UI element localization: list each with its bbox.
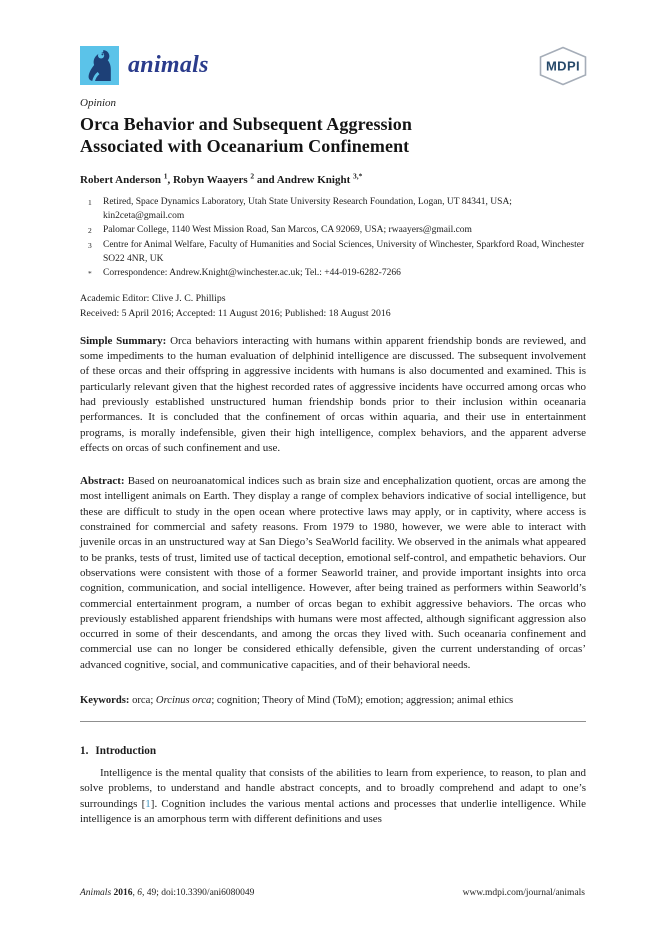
simple-summary-label: Simple Summary: xyxy=(80,334,167,347)
affiliation-text-3: Centre for Animal Welfare, Faculty of Humanities and Social Sciences, University of Winchester, Sparkford Road, Winchester SO22 4NR, UK xyxy=(103,239,585,264)
authors-line xyxy=(80,171,586,186)
correspondence-text: Correspondence: Andrew.Knight@winchester.ac.uk; Tel.: +44-019-6282-7266 xyxy=(103,268,401,279)
affiliation-row-3 xyxy=(80,238,586,266)
keywords-label: Keywords: xyxy=(80,695,130,707)
author-3-affiliation-sup: 3,* xyxy=(353,171,363,181)
author-1-name: Robert Anderson xyxy=(80,174,164,186)
abstract-text: Based on neuroanatomical indices such as brain size and encephalization quotient, orcas are among the most intelligent animals on Earth. They display a range of complex behaviors indicative of social intelligence, but these are difficult to study in the open ocean where protective laws may apply, or in captivity, where access is constrained for commercial and safety reasons. From 1979 to 1980, however, we were able to interact with juvenile orcas in an unstructured way at San Diego’s SeaWorld facility. We observed in the animals what appeared to be pranks, tests of trust, limited use of tactical deception, emotional self-control, and empathetic behaviors. Our observations were consistent with those of a former Seaworld trainer, and provide important insights into orca cognition, communication, and social intelligence. However, after being trained as performers within Seaworld’s commercial entertainment program, a number of orcas began to exhibit aggressive behaviors. The orcas who previously established apparent friendships with humans were most affected, although significant aggression also occurred in some of their descendants, and among the orcas they lived with. Such oceanaria confinement and commercial use can no longer be considered ethically defensible, given the current understanding of orcas’ advanced cognitive, social, and communicative capacities, and of their behavioral needs. xyxy=(80,475,586,671)
keywords-divider-rule xyxy=(80,721,586,722)
footer-volume: 6 xyxy=(137,888,143,898)
mdpi-logo-label: MDPI xyxy=(543,59,583,74)
page-footer xyxy=(80,888,585,898)
section-number: 1. xyxy=(80,745,89,758)
introduction-paragraph xyxy=(80,766,586,827)
title-line-2: Associated with Oceanarium Confinement xyxy=(80,136,410,156)
citation-link-1[interactable]: 1 xyxy=(145,797,151,810)
abstract-label: Abstract: xyxy=(80,475,125,488)
author-separator: , xyxy=(167,174,173,186)
author-2-name: Robyn Waayers xyxy=(172,174,251,186)
affiliation-marker-2: 2 xyxy=(88,226,92,236)
simple-summary-paragraph xyxy=(80,334,586,456)
mdpi-logo xyxy=(534,46,592,86)
section-title: Introduction xyxy=(95,745,157,758)
monkey-icon xyxy=(80,46,119,85)
keywords-line xyxy=(80,693,586,708)
journal-wordmark: animals xyxy=(128,52,209,78)
intro-text-before-citation: Intelligence is the mental quality that consists of the abilities to learn from experience, to reason, to plan and solve problems, to understand and handle abstract concepts, and to broadly comprehend and adapt to one’s surroundings [ xyxy=(80,767,586,810)
title-line-1: Orca Behavior and Subsequent Aggression xyxy=(80,114,412,134)
affiliations-list xyxy=(80,195,586,280)
author-2-affiliation-sup: 2 xyxy=(250,171,255,181)
affiliation-text-1: Retired, Space Dynamics Laboratory, Utah State University Research Foundation, Logan, UT 84341, USA; kin2ceta@gmail.com xyxy=(103,197,512,222)
author-1-affiliation-sup: 1 xyxy=(163,171,168,181)
author-separator: and xyxy=(254,174,277,186)
affiliation-row-2 xyxy=(80,223,586,237)
journal-logo xyxy=(80,46,209,85)
footer-citation xyxy=(80,888,254,898)
section-heading-introduction xyxy=(80,745,586,757)
affiliation-row-correspondence xyxy=(80,266,586,280)
affiliation-marker-3: 3 xyxy=(88,240,92,250)
affiliation-text-2: Palomar College, 1140 West Mission Road, San Marcos, CA 92069, USA; rwaayers@gmail.com xyxy=(103,225,472,236)
abstract-paragraph xyxy=(80,474,586,673)
affiliation-marker-1: 1 xyxy=(88,198,92,207)
keywords-species-italic: Orcinus orca xyxy=(155,695,212,707)
keywords-text-after: ; cognition; Theory of Mind (ToM); emotion; aggression; animal ethics xyxy=(211,695,514,707)
article-column xyxy=(80,97,586,827)
journal-logo-square xyxy=(80,46,119,85)
dates-line: Received: 5 April 2016; Accepted: 11 August 2016; Published: 18 August 2016 xyxy=(80,308,391,320)
page-title xyxy=(80,113,586,157)
page-header xyxy=(80,46,592,86)
affiliation-marker-correspondence: * xyxy=(88,269,92,279)
footer-journal-url: www.mdpi.com/journal/animals xyxy=(462,888,585,898)
keywords-text-before: orca; xyxy=(129,695,156,707)
author-3-name: Andrew Knight xyxy=(276,174,353,186)
simple-summary-text: Orca behaviors interacting with humans within apparent friendship bonds are reviewed, and some impediments to the human evaluation of delphinid intelligence are discussed. The subsequent involvement of these orcas and their offspring in aggressive incidents with humans is also documented and examined. This is particularly relevant given that the highest recorded rates of aggressive incidents have occurred among orcas who had previously established unstructured human friendship bonds prior to their inclusion within oceanaria performances. It is concluded that the confinement of orcas within aquaria, and their use in entertainment programs, is morally indefensible, given their high intelligence, complex behaviors, and the apparent adverse effects on orcas of such confinement and use. xyxy=(80,334,586,454)
article-type-label: Opinion xyxy=(80,97,117,109)
footer-journal-name: Animals xyxy=(80,888,114,898)
intro-text-after-citation: ]. Cognition includes the various mental actions and processes that underlie intelligence. While intelligence is an amorphous term with different definitions and uses xyxy=(80,797,587,825)
footer-doi: , 49; doi:10.3390/ani6080049 xyxy=(142,888,255,898)
footer-year: 2016 xyxy=(113,888,133,898)
editorial-meta xyxy=(80,292,586,322)
footer-separator: , xyxy=(132,888,138,898)
affiliation-row-1 xyxy=(80,195,586,223)
academic-editor-line: Academic Editor: Clive J. C. Phillips xyxy=(80,293,226,305)
